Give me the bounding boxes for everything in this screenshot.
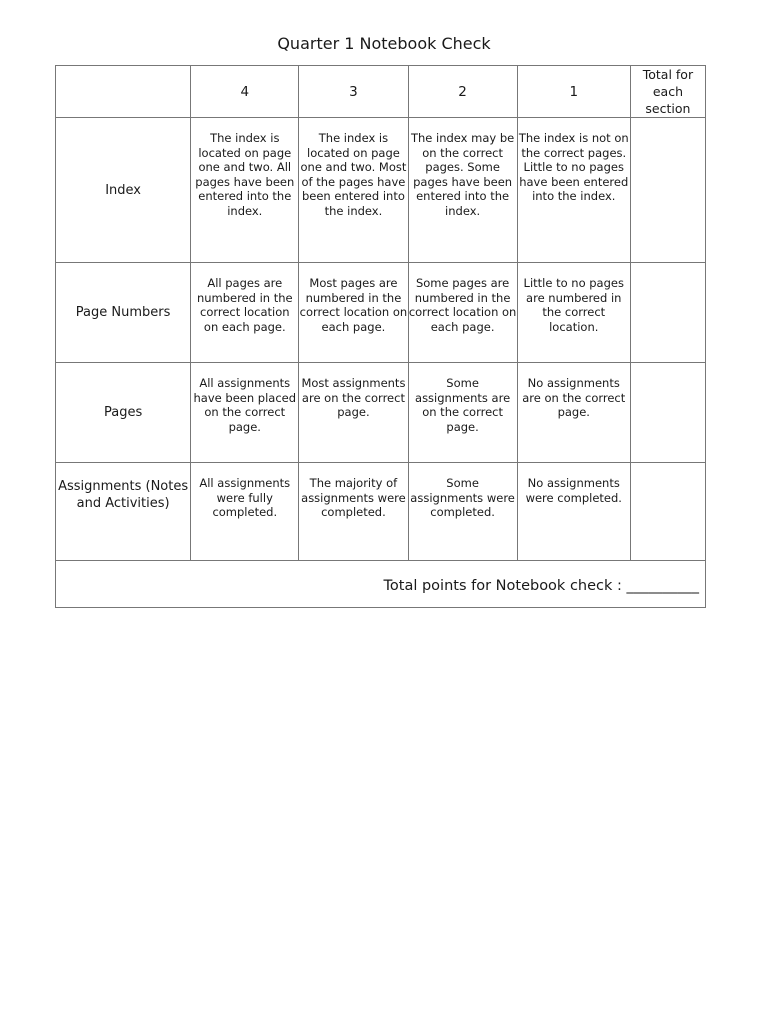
descriptor-cell: No assignments are on the correct page. bbox=[517, 363, 630, 463]
criterion-label: Index bbox=[56, 118, 191, 263]
descriptor-cell: The index is located on page one and two. All pages have been entered into the index. bbox=[191, 118, 299, 263]
descriptor-cell: All assignments have been placed on the correct page. bbox=[191, 363, 299, 463]
footer-row bbox=[56, 561, 706, 608]
criterion-label: Assignments (Notes and Activities) bbox=[56, 463, 191, 561]
descriptor-cell: The index is located on page one and two. Most of the pages have been entered into the index. bbox=[299, 118, 408, 263]
rubric-table bbox=[55, 65, 706, 608]
descriptor-cell: Some pages are numbered in the correct location on each page. bbox=[408, 263, 517, 363]
total-header: Total for each section bbox=[630, 66, 705, 118]
section-total-cell[interactable] bbox=[630, 263, 705, 363]
descriptor-cell: The index is not on the correct pages. Little to no pages have been entered into the index. bbox=[517, 118, 630, 263]
section-total-cell[interactable] bbox=[630, 463, 705, 561]
score-header-3: 3 bbox=[299, 66, 408, 118]
header-blank-cell bbox=[56, 66, 191, 118]
total-points-label: Total points for Notebook check : __________ bbox=[56, 561, 706, 608]
descriptor-cell: All pages are numbered in the correct location on each page. bbox=[191, 263, 299, 363]
criterion-label: Pages bbox=[56, 363, 191, 463]
descriptor-cell: Most assignments are on the correct page. bbox=[299, 363, 408, 463]
header-row bbox=[56, 66, 706, 118]
descriptor-cell: Most pages are numbered in the correct location on each page. bbox=[299, 263, 408, 363]
descriptor-cell: Some assignments were completed. bbox=[408, 463, 517, 561]
descriptor-cell: All assignments were fully completed. bbox=[191, 463, 299, 561]
descriptor-cell: Some assignments are on the correct page. bbox=[408, 363, 517, 463]
rubric-row-index bbox=[56, 118, 706, 263]
rubric-row-pages bbox=[56, 363, 706, 463]
score-header-1: 1 bbox=[517, 66, 630, 118]
score-header-2: 2 bbox=[408, 66, 517, 118]
score-header-4: 4 bbox=[191, 66, 299, 118]
section-total-cell[interactable] bbox=[630, 363, 705, 463]
descriptor-cell: Little to no pages are numbered in the correct location. bbox=[517, 263, 630, 363]
criterion-label: Page Numbers bbox=[56, 263, 191, 363]
descriptor-cell: The index may be on the correct pages. Some pages have been entered into the index. bbox=[408, 118, 517, 263]
section-total-cell[interactable] bbox=[630, 118, 705, 263]
page-title: Quarter 1 Notebook Check bbox=[277, 34, 491, 53]
rubric-row-assignments bbox=[56, 463, 706, 561]
rubric-row-page-numbers bbox=[56, 263, 706, 363]
descriptor-cell: The majority of assignments were completed. bbox=[299, 463, 408, 561]
descriptor-cell: No assignments were completed. bbox=[517, 463, 630, 561]
